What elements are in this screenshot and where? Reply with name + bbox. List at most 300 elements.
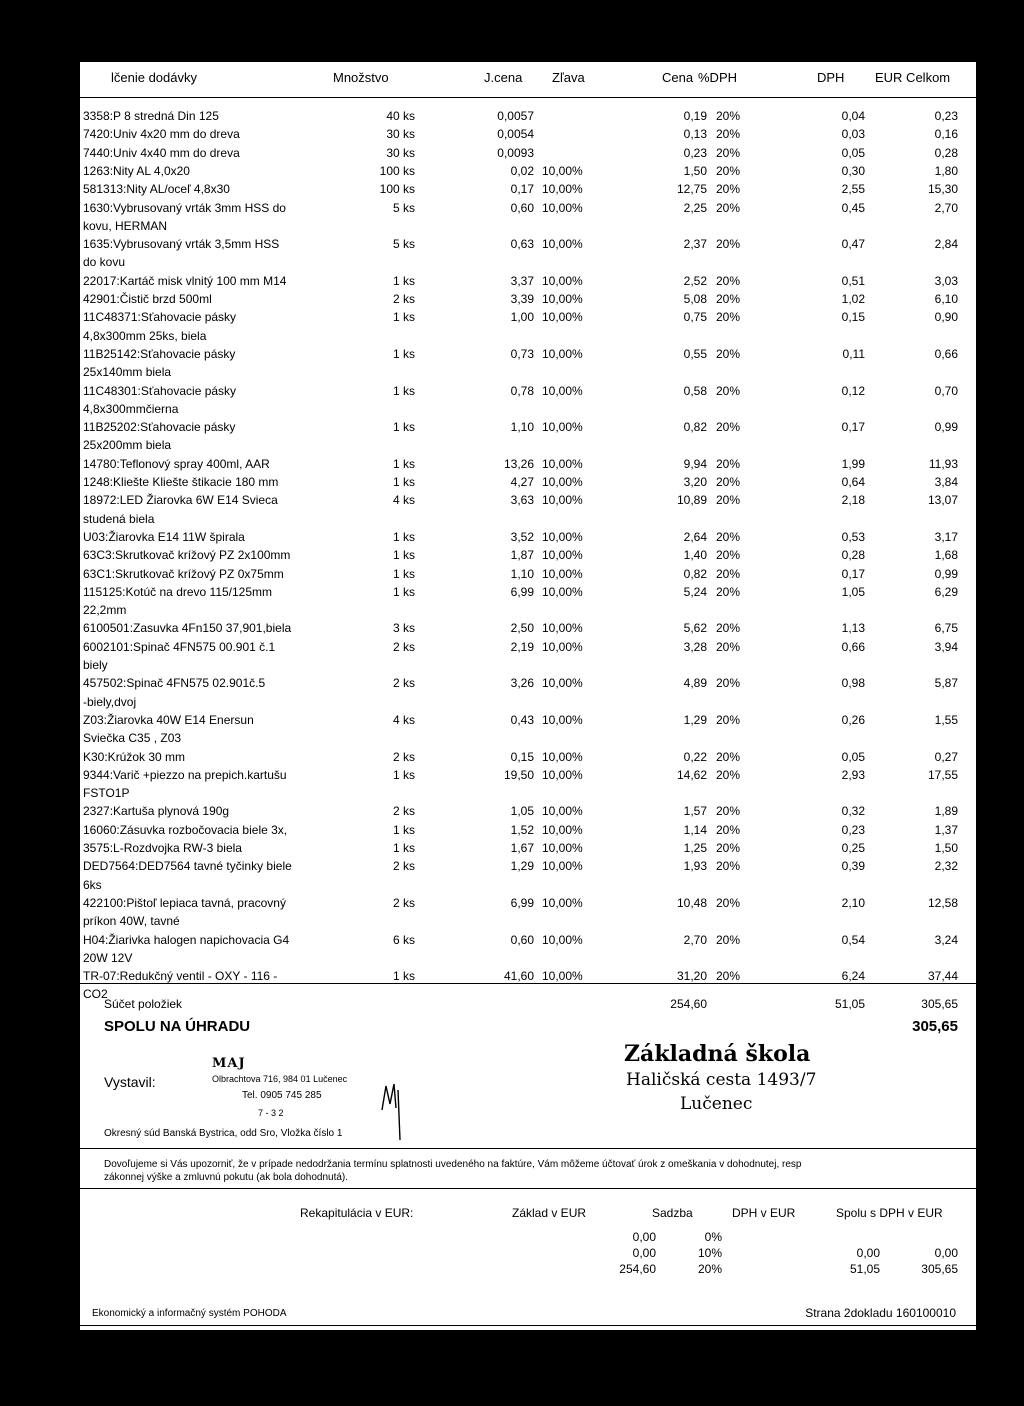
cell-dph: 0,64 bbox=[841, 475, 865, 489]
cell-disc: 10,00% bbox=[542, 292, 583, 306]
cell-price: 3,39 bbox=[510, 292, 534, 306]
cell-qty: 2 ks bbox=[392, 895, 415, 910]
cell-total: 0,16 bbox=[934, 127, 958, 142]
cell-name: 18972:LED Žiarovka 6W E14 Svieca bbox=[83, 493, 278, 508]
cell-disc: 10,00% bbox=[542, 237, 583, 252]
cell-dph: 0,39 bbox=[841, 859, 865, 874]
cell-vat: 20% bbox=[716, 584, 741, 599]
cell-price: 19,50 bbox=[503, 767, 534, 782]
table-row bbox=[80, 109, 976, 127]
cell-dph: 0,45 bbox=[841, 200, 865, 215]
cell-name-continuation: studená biela bbox=[83, 511, 155, 526]
cell-qty: 1 ks bbox=[392, 273, 415, 288]
cell-total: 2,84 bbox=[934, 237, 958, 252]
cell-name-continuation: -biely,dvoj bbox=[83, 694, 137, 709]
cell-qty: 30 ks bbox=[386, 127, 415, 142]
header-discount: Zľava bbox=[552, 70, 585, 85]
cell-cena: 0,58 bbox=[683, 383, 707, 398]
cell-dph: 1,02 bbox=[841, 292, 865, 306]
cell-dph: 0,98 bbox=[841, 676, 865, 691]
issuer-code: 7 - 3 2 bbox=[258, 1108, 284, 1118]
cell-total: 2,70 bbox=[934, 200, 958, 215]
cell-total: 0,90 bbox=[934, 310, 958, 325]
cell-name-continuation: 22,2mm bbox=[83, 603, 127, 618]
table-row bbox=[80, 567, 976, 585]
cell-cena: 2,37 bbox=[683, 237, 707, 252]
cell-qty: 1 ks bbox=[392, 767, 415, 782]
cell-disc: 10,00% bbox=[542, 310, 583, 325]
table-row bbox=[80, 750, 976, 768]
table-row bbox=[80, 201, 976, 219]
table-row bbox=[80, 164, 976, 182]
recap-title: Rekapitulácia v EUR: bbox=[300, 1206, 414, 1220]
cell-price: 0,43 bbox=[510, 712, 534, 727]
cell-name: 11B25142:Sťahovacie pásky bbox=[83, 346, 236, 361]
cell-vat: 20% bbox=[716, 237, 741, 252]
table-row bbox=[80, 823, 976, 841]
cell-price: 0,17 bbox=[510, 182, 534, 197]
cell-cena: 3,20 bbox=[683, 475, 707, 489]
table-row bbox=[80, 493, 976, 511]
cell-name: 1263:Nity AL 4,0x20 bbox=[83, 163, 190, 178]
cell-qty: 1 ks bbox=[392, 310, 415, 325]
cell-qty: 2 ks bbox=[392, 859, 415, 874]
cell-qty: 30 ks bbox=[386, 145, 415, 160]
cell-cena: 1,14 bbox=[683, 822, 707, 837]
cell-disc: 10,00% bbox=[542, 200, 583, 215]
cell-vat: 20% bbox=[716, 163, 741, 178]
header-qty: Množstvo bbox=[333, 70, 389, 85]
cell-qty: 2 ks bbox=[392, 676, 415, 691]
table-row bbox=[80, 621, 976, 639]
cell-name-continuation: 4,8x300mm 25ks, biela bbox=[83, 328, 207, 343]
cell-price: 1,05 bbox=[510, 804, 534, 819]
header-total: EUR Celkom bbox=[875, 70, 951, 85]
cell-cena: 12,75 bbox=[676, 182, 707, 197]
cell-name: 22017:Kartáč misk vlnitý 100 mm M14 bbox=[83, 273, 287, 288]
notice-line-1: Dovoľujeme si Vás upozorniť, že v prípade nedodržania termínu splatnosti uvedeného na faktúre, Vám môžeme účtovať úrok z omeškania v dohodnutej, resp bbox=[104, 1159, 802, 1170]
cell-name-continuation: FSTO1P bbox=[83, 786, 130, 801]
header-cena: Cena bbox=[662, 70, 694, 85]
cell-disc: 10,00% bbox=[542, 383, 583, 398]
summary-divider bbox=[80, 983, 976, 984]
cell-vat: 20% bbox=[716, 621, 741, 636]
cell-disc: 10,00% bbox=[542, 163, 583, 178]
table-row bbox=[80, 585, 976, 603]
cell-vat: 20% bbox=[716, 712, 741, 727]
cell-price: 0,0057 bbox=[497, 109, 534, 123]
table-row bbox=[80, 841, 976, 859]
recap-base: 0,00 bbox=[632, 1230, 656, 1244]
cell-cena: 3,28 bbox=[683, 639, 707, 654]
cell-cena: 4,89 bbox=[683, 676, 707, 691]
cell-cena: 0,82 bbox=[683, 420, 707, 435]
cell-disc: 10,00% bbox=[542, 584, 583, 599]
cell-disc: 10,00% bbox=[542, 749, 583, 764]
cell-qty: 1 ks bbox=[392, 529, 415, 544]
cell-total: 1,37 bbox=[934, 822, 958, 837]
cell-dph: 0,23 bbox=[841, 822, 865, 837]
cell-name: 63C1:Skrutkovač krížový PZ 0x75mm bbox=[83, 566, 284, 581]
header-dph: DPH bbox=[817, 70, 845, 85]
recap-base: 254,60 bbox=[619, 1262, 656, 1276]
cell-dph: 0,17 bbox=[841, 566, 865, 581]
cell-qty: 1 ks bbox=[392, 841, 415, 855]
cell-disc: 10,00% bbox=[542, 548, 583, 563]
cell-total: 3,24 bbox=[934, 932, 958, 947]
cell-price: 1,10 bbox=[510, 566, 534, 581]
table-row bbox=[80, 859, 976, 877]
cell-cena: 9,94 bbox=[683, 456, 707, 471]
cell-price: 2,50 bbox=[510, 621, 534, 636]
cell-total: 0,27 bbox=[934, 749, 958, 764]
cell-dph: 0,05 bbox=[841, 749, 865, 764]
cell-qty: 100 ks bbox=[379, 163, 415, 178]
cell-qty: 5 ks bbox=[392, 200, 415, 215]
cell-cena: 10,89 bbox=[676, 493, 707, 508]
cell-name-continuation: CO2 bbox=[83, 987, 108, 1002]
recap-h-base: Základ v EUR bbox=[512, 1206, 587, 1220]
cell-name: 63C3:Skrutkovač krížový PZ 2x100mm bbox=[83, 548, 291, 563]
cell-vat: 20% bbox=[716, 804, 741, 819]
cell-name-continuation: kovu, HERMAN bbox=[83, 218, 168, 233]
cell-cena: 5,62 bbox=[683, 621, 707, 636]
cell-vat: 20% bbox=[716, 292, 741, 306]
cell-total: 3,84 bbox=[934, 475, 958, 489]
cell-total: 3,94 bbox=[934, 639, 958, 654]
cell-vat: 20% bbox=[716, 182, 741, 197]
cell-total: 6,75 bbox=[934, 621, 958, 636]
recap-base: 0,00 bbox=[632, 1246, 656, 1260]
table-row bbox=[80, 676, 976, 694]
table-row bbox=[80, 933, 976, 951]
recap-vat: 0,00 bbox=[856, 1246, 880, 1260]
table-row bbox=[80, 347, 976, 365]
recap-h-vat: DPH v EUR bbox=[732, 1206, 796, 1220]
cell-vat: 20% bbox=[716, 767, 741, 782]
cell-dph: 0,30 bbox=[841, 163, 865, 178]
table-row bbox=[80, 804, 976, 822]
signature-mark bbox=[380, 1080, 404, 1142]
cell-qty: 5 ks bbox=[392, 237, 415, 252]
cell-cena: 2,25 bbox=[683, 200, 707, 215]
recap-rate: 10% bbox=[697, 1246, 722, 1260]
cell-vat: 20% bbox=[716, 566, 741, 581]
cell-price: 0,02 bbox=[510, 163, 534, 178]
cell-total: 1,68 bbox=[934, 548, 958, 563]
cell-disc: 10,00% bbox=[542, 621, 583, 636]
header-vat: %DPH bbox=[698, 70, 738, 85]
cell-price: 1,87 bbox=[510, 548, 534, 563]
cell-qty: 1 ks bbox=[392, 822, 415, 837]
cell-name: U03:Žiarovka E14 11W špirala bbox=[83, 529, 245, 544]
cell-dph: 0,54 bbox=[841, 932, 865, 947]
cell-vat: 20% bbox=[716, 859, 741, 874]
header-price: J.cena bbox=[484, 70, 523, 85]
cell-total: 3,03 bbox=[934, 273, 958, 288]
cell-total: 0,23 bbox=[934, 109, 958, 123]
cell-vat: 20% bbox=[716, 895, 741, 910]
cell-vat: 20% bbox=[716, 749, 741, 764]
recap-rate: 0% bbox=[704, 1230, 722, 1244]
cell-cena: 1,50 bbox=[683, 163, 707, 178]
issuer-address: Olbrachtova 716, 984 01 Lučenec bbox=[212, 1074, 348, 1084]
pay-total-value: 305,65 bbox=[912, 1018, 958, 1035]
cell-name: 1248:Kliešte Kliešte štikacie 180 mm bbox=[83, 475, 279, 489]
cell-cena: 0,13 bbox=[683, 127, 707, 142]
notice-line-2: zákonnej výške a zmluvnú pokutu (ak bola dohodnutá). bbox=[104, 1172, 349, 1183]
cell-cena: 0,19 bbox=[683, 109, 707, 123]
stamp-city: Lučenec bbox=[680, 1094, 753, 1114]
table-row bbox=[80, 310, 976, 328]
cell-qty: 1 ks bbox=[392, 548, 415, 563]
footer-system: Ekonomický a informačný systém POHODA bbox=[92, 1308, 287, 1319]
cell-total: 0,99 bbox=[934, 566, 958, 581]
cell-name: 11C48371:Sťahovacie pásky bbox=[83, 310, 237, 325]
cell-total: 1,55 bbox=[934, 712, 958, 727]
cell-name: 422100:Pištoľ lepiaca tavná, pracovný bbox=[83, 895, 286, 910]
cell-dph: 0,47 bbox=[841, 237, 865, 252]
cell-name-continuation: 20W 12V bbox=[83, 950, 133, 965]
cell-vat: 20% bbox=[716, 639, 741, 654]
stamp-school-name: Základná škola bbox=[624, 1041, 811, 1067]
table-row bbox=[80, 475, 976, 493]
cell-price: 3,52 bbox=[510, 529, 534, 544]
cell-price: 1,52 bbox=[510, 822, 534, 837]
cell-name: 581313:Nity AL/oceľ 4,8x30 bbox=[83, 182, 230, 197]
cell-name: 1630:Vybrusovaný vrták 3mm HSS do bbox=[83, 200, 286, 215]
cell-dph: 2,10 bbox=[841, 895, 865, 910]
cell-name: DED7564:DED7564 tavné tyčinky biele bbox=[83, 859, 292, 874]
cell-cena: 1,29 bbox=[683, 712, 707, 727]
cell-qty: 2 ks bbox=[392, 639, 415, 654]
table-row bbox=[80, 713, 976, 731]
cell-name: 115125:Kotúč na drevo 115/125mm bbox=[83, 584, 273, 599]
table-row bbox=[80, 969, 976, 987]
cell-qty: 4 ks bbox=[392, 712, 415, 727]
cell-name: 6100501:Zasuvka 4Fn150 37,901,biela bbox=[83, 621, 292, 636]
invoice-page bbox=[80, 62, 976, 1330]
cell-qty: 4 ks bbox=[392, 493, 415, 508]
table-row bbox=[80, 384, 976, 402]
cell-name: 1635:Vybrusovaný vrták 3,5mm HSS bbox=[83, 237, 280, 252]
cell-price: 2,19 bbox=[510, 639, 534, 654]
cell-price: 1,29 bbox=[510, 859, 534, 874]
cell-vat: 20% bbox=[716, 383, 741, 398]
recap-vat: 51,05 bbox=[849, 1262, 880, 1276]
cell-qty: 100 ks bbox=[379, 182, 415, 197]
cell-cena: 1,40 bbox=[683, 548, 707, 563]
table-row bbox=[80, 146, 976, 164]
cell-total: 1,80 bbox=[934, 163, 958, 178]
cell-total: 0,66 bbox=[934, 346, 958, 361]
table-row bbox=[80, 457, 976, 475]
stamp-street: Haličská cesta 1493/7 bbox=[626, 1070, 817, 1090]
cell-cena: 0,82 bbox=[683, 566, 707, 581]
footer-divider bbox=[80, 1325, 976, 1326]
cell-name: 9344:Varič +piezzo na prepich.kartušu bbox=[83, 767, 287, 782]
cell-name: 42901:Čistič brzd 500ml bbox=[83, 292, 212, 306]
cell-name: 2327:Kartuša plynová 190g bbox=[83, 804, 230, 819]
cell-vat: 20% bbox=[716, 109, 741, 123]
cell-dph: 0,03 bbox=[841, 127, 865, 142]
items-sum-total: 305,65 bbox=[921, 997, 958, 1011]
cell-vat: 20% bbox=[716, 273, 741, 288]
cell-total: 0,70 bbox=[934, 383, 958, 398]
table-row bbox=[80, 640, 976, 658]
cell-qty: 1 ks bbox=[392, 475, 415, 489]
cell-cena: 10,48 bbox=[676, 895, 707, 910]
table-row bbox=[80, 896, 976, 914]
cell-total: 3,17 bbox=[934, 529, 958, 544]
cell-dph: 1,05 bbox=[841, 584, 865, 599]
cell-disc: 10,00% bbox=[542, 639, 583, 654]
cell-dph: 2,93 bbox=[841, 767, 865, 782]
cell-price: 0,60 bbox=[510, 200, 534, 215]
cell-price: 4,27 bbox=[510, 475, 534, 489]
cell-vat: 20% bbox=[716, 127, 741, 142]
cell-disc: 10,00% bbox=[542, 895, 583, 910]
cell-disc: 10,00% bbox=[542, 841, 583, 855]
cell-qty: 2 ks bbox=[392, 292, 415, 306]
cell-vat: 20% bbox=[716, 548, 741, 563]
cell-dph: 0,66 bbox=[841, 639, 865, 654]
cell-name-continuation: biely bbox=[83, 658, 108, 672]
cell-price: 1,00 bbox=[510, 310, 534, 325]
cell-cena: 0,75 bbox=[683, 310, 707, 325]
cell-name: 16060:Zásuvka rozbočovacia biele 3x, bbox=[83, 822, 288, 837]
cell-vat: 20% bbox=[716, 493, 741, 508]
pay-total-label: SPOLU NA ÚHRADU bbox=[104, 1018, 251, 1035]
cell-dph: 1,99 bbox=[841, 456, 865, 471]
cell-vat: 20% bbox=[716, 145, 741, 160]
cell-total: 13,07 bbox=[927, 493, 958, 508]
cell-disc: 10,00% bbox=[542, 676, 583, 691]
cell-dph: 6,24 bbox=[841, 969, 865, 984]
cell-cena: 2,70 bbox=[683, 932, 707, 947]
cell-qty: 1 ks bbox=[392, 566, 415, 581]
cell-name: 3358:P 8 stredná Din 125 bbox=[83, 109, 219, 123]
cell-qty: 1 ks bbox=[392, 383, 415, 398]
cell-disc: 10,00% bbox=[542, 529, 583, 544]
cell-qty: 1 ks bbox=[392, 420, 415, 435]
cell-dph: 0,04 bbox=[841, 109, 865, 123]
recap-rate: 20% bbox=[697, 1262, 722, 1276]
cell-qty: 1 ks bbox=[392, 584, 415, 599]
cell-disc: 10,00% bbox=[542, 969, 583, 984]
cell-total: 1,89 bbox=[934, 804, 958, 819]
cell-cena: 1,57 bbox=[683, 804, 707, 819]
cell-price: 6,99 bbox=[510, 895, 534, 910]
cell-cena: 2,64 bbox=[683, 529, 707, 544]
cell-name: 11B25202:Sťahovacie pásky bbox=[83, 420, 236, 435]
cell-name-continuation: do kovu bbox=[83, 255, 126, 270]
cell-qty: 6 ks bbox=[392, 932, 415, 947]
cell-cena: 5,24 bbox=[683, 584, 707, 599]
cell-name-continuation: 4,8x300mmčierna bbox=[83, 401, 179, 416]
cell-name: 457502:Spinač 4FN575 02.901č.5 bbox=[83, 676, 266, 691]
table-row bbox=[80, 420, 976, 438]
cell-name-continuation: príkon 40W, tavné bbox=[83, 914, 180, 929]
cell-cena: 0,22 bbox=[683, 749, 707, 764]
cell-dph: 0,28 bbox=[841, 548, 865, 563]
cell-name: H04:Žiarivka halogen napichovacia G4 bbox=[83, 932, 290, 947]
cell-price: 41,60 bbox=[503, 969, 534, 984]
cell-total: 1,50 bbox=[934, 841, 958, 855]
cell-name-continuation: Sviečka C35 , Z03 bbox=[83, 731, 182, 746]
cell-total: 5,87 bbox=[934, 676, 958, 691]
cell-vat: 20% bbox=[716, 676, 741, 691]
cell-price: 0,15 bbox=[510, 749, 534, 764]
recap-total: 0,00 bbox=[934, 1246, 958, 1260]
cell-cena: 2,52 bbox=[683, 273, 707, 288]
cell-name: TR-07:Redukčný ventil - OXY - 116 - bbox=[83, 969, 278, 984]
cell-total: 37,44 bbox=[927, 969, 958, 984]
cell-disc: 10,00% bbox=[542, 767, 583, 782]
cell-dph: 0,05 bbox=[841, 145, 865, 160]
issuer-registry: Okresný súd Banská Bystrica, odd Sro, Vložka číslo 1 bbox=[104, 1128, 343, 1139]
cell-price: 3,26 bbox=[510, 676, 534, 691]
cell-name: Z03:Žiarovka 40W E14 Enersun bbox=[83, 712, 254, 727]
cell-disc: 10,00% bbox=[542, 493, 583, 508]
cell-price: 0,78 bbox=[510, 383, 534, 398]
cell-disc: 10,00% bbox=[542, 859, 583, 874]
cell-price: 0,60 bbox=[510, 932, 534, 947]
cell-dph: 0,53 bbox=[841, 529, 865, 544]
cell-disc: 10,00% bbox=[542, 822, 583, 837]
table-row bbox=[80, 127, 976, 145]
cell-price: 1,10 bbox=[510, 420, 534, 435]
cell-dph: 0,26 bbox=[841, 712, 865, 727]
cell-disc: 10,00% bbox=[542, 712, 583, 727]
issuer-logo: MAJ bbox=[212, 1056, 246, 1071]
cell-vat: 20% bbox=[716, 456, 741, 471]
cell-name-continuation: 25x200mm biela bbox=[83, 438, 172, 453]
cell-total: 6,10 bbox=[934, 292, 958, 306]
table-row bbox=[80, 237, 976, 255]
table-row bbox=[80, 768, 976, 786]
items-sum-cena: 254,60 bbox=[670, 997, 707, 1011]
cell-dph: 0,25 bbox=[841, 841, 865, 855]
cell-total: 11,93 bbox=[928, 456, 958, 471]
cell-cena: 1,93 bbox=[683, 859, 707, 874]
cell-qty: 1 ks bbox=[392, 969, 415, 984]
cell-disc: 10,00% bbox=[542, 804, 583, 819]
cell-cena: 31,20 bbox=[676, 969, 707, 984]
cell-name: 6002101:Spinač 4FN575 00.901 č.1 bbox=[83, 639, 276, 654]
cell-vat: 20% bbox=[716, 475, 741, 489]
cell-name-continuation: 6ks bbox=[83, 877, 102, 892]
items-sum-dph: 51,05 bbox=[834, 997, 865, 1011]
cell-vat: 20% bbox=[716, 346, 741, 361]
cell-disc: 10,00% bbox=[542, 932, 583, 947]
cell-cena: 14,62 bbox=[676, 767, 707, 782]
table-row bbox=[80, 530, 976, 548]
cell-cena: 5,08 bbox=[683, 292, 707, 306]
cell-vat: 20% bbox=[716, 932, 741, 947]
cell-vat: 20% bbox=[716, 969, 741, 984]
cell-price: 0,73 bbox=[510, 346, 534, 361]
notice-divider bbox=[80, 1148, 976, 1149]
items-sum-label: Súčet položiek bbox=[104, 997, 183, 1011]
table-row bbox=[80, 548, 976, 566]
table-row bbox=[80, 292, 976, 310]
cell-name: 7440:Univ 4x40 mm do dreva bbox=[83, 145, 240, 160]
cell-cena: 0,23 bbox=[683, 145, 707, 160]
cell-total: 12,58 bbox=[927, 895, 958, 910]
cell-dph: 1,13 bbox=[841, 621, 865, 636]
cell-vat: 20% bbox=[716, 841, 741, 855]
